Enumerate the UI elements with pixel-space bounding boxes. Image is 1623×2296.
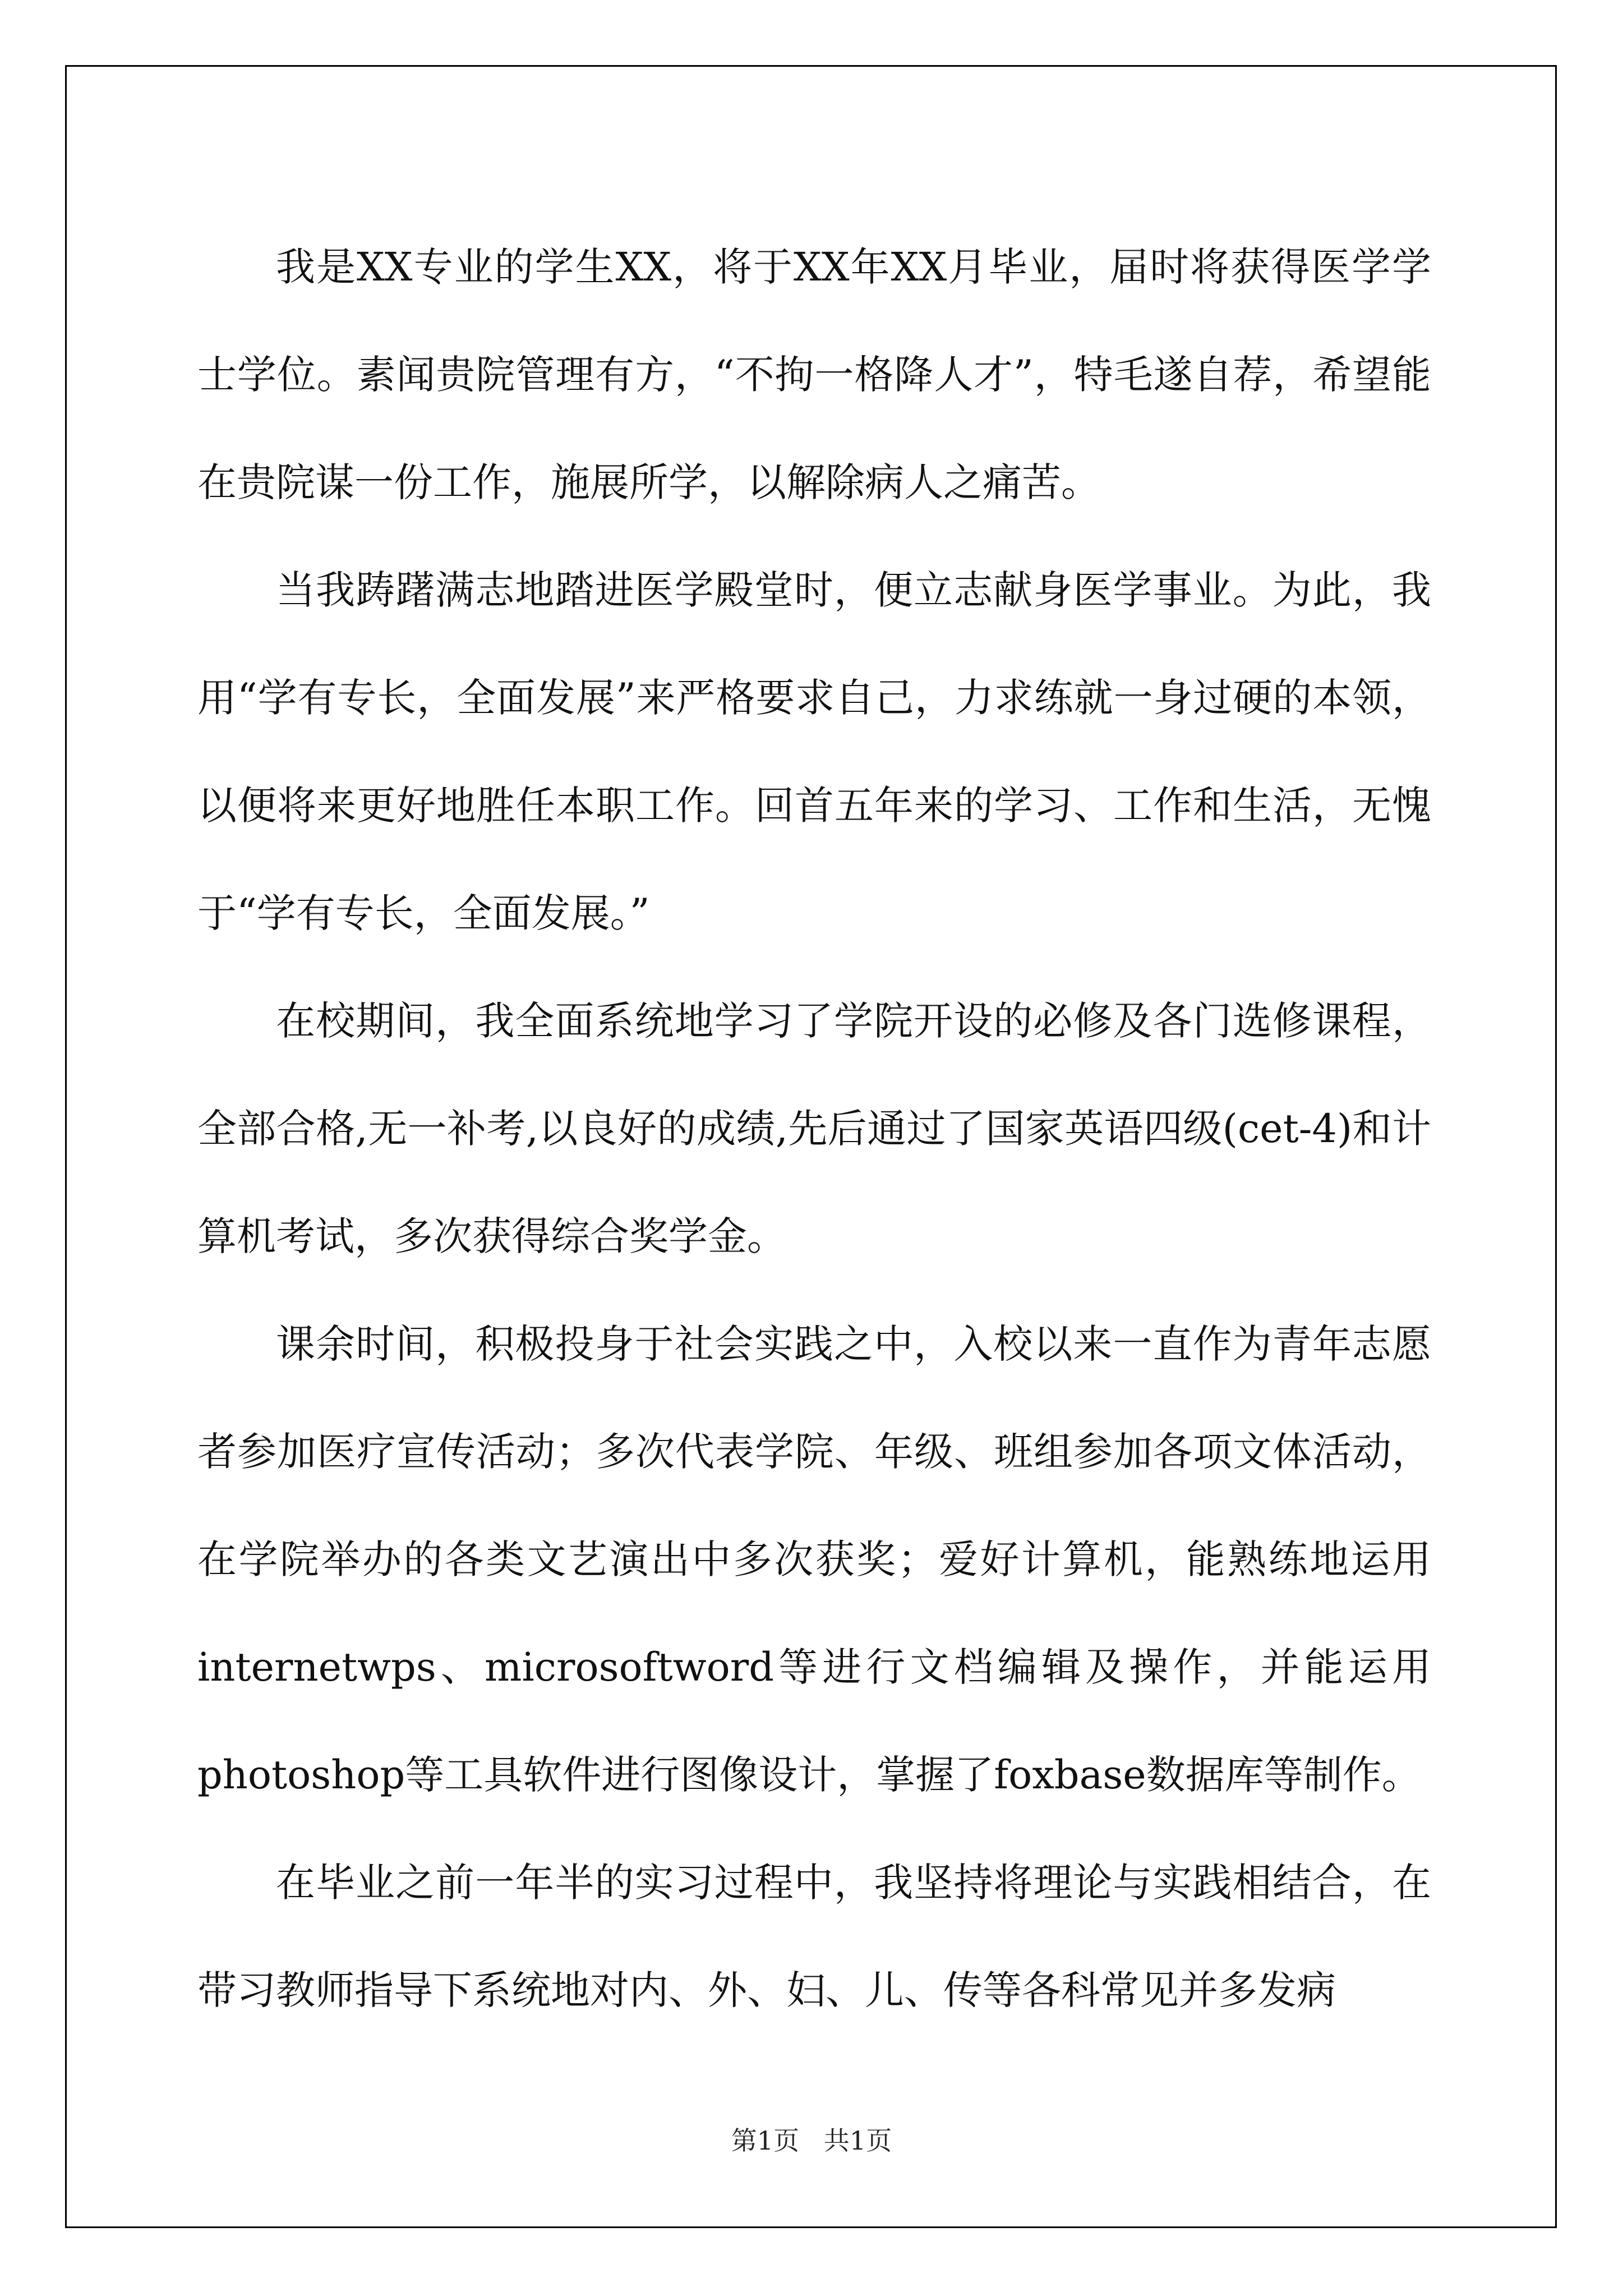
paragraph-2: 当我踌躇满志地踏进医学殿堂时，便立志献身医学事业。为此，我用“学有专长，全面发展”来严格要求自己，力求练就一身过硬的本领，以便将来更好地胜任本职工作。回首五年来的学习、工作和生活，无愧于“学有专长，全面发展。”: [197, 567, 1431, 936]
paragraph-4: 课余时间，积极投身于社会实践之中，入校以来一直作为青年志愿者参加医疗宣传活动；多次代表学院、年级、班组参加各项文体活动，在学院举办的各类文艺演出中多次获奖；爱好计算机，能熟练地运用internetwps、microsoftword等进行文档编辑及操作，并能运用photoshop等工具软件进行图像设计，掌握了foxbase数据库等制作。: [197, 1321, 1431, 1798]
paragraph-3: 在校期间，我全面系统地学习了学院开设的必修及各门选修课程，全部合格,无一补考,以良好的成绩,先后通过了国家英语四级(cet-4)和计算机考试，多次获得综合奖学金。: [197, 998, 1431, 1259]
page-number-footer: 第1页 共1页: [731, 2125, 892, 2156]
paragraph-1: 我是XX专业的学生XX，将于XX年XX月毕业，届时将获得医学学士学位。素闻贵院管理有方，“不拘一格降人才”，特毛遂自荐，希望能在贵院谋一份工作，施展所学，以解除病人之痛苦。: [197, 244, 1431, 505]
document-body: [197, 213, 1431, 2044]
paragraph-5: 在毕业之前一年半的实习过程中，我坚持将理论与实践相结合，在带习教师指导下系统地对内、外、妇、儿、传等各科常见并多发病: [197, 1860, 1431, 2013]
